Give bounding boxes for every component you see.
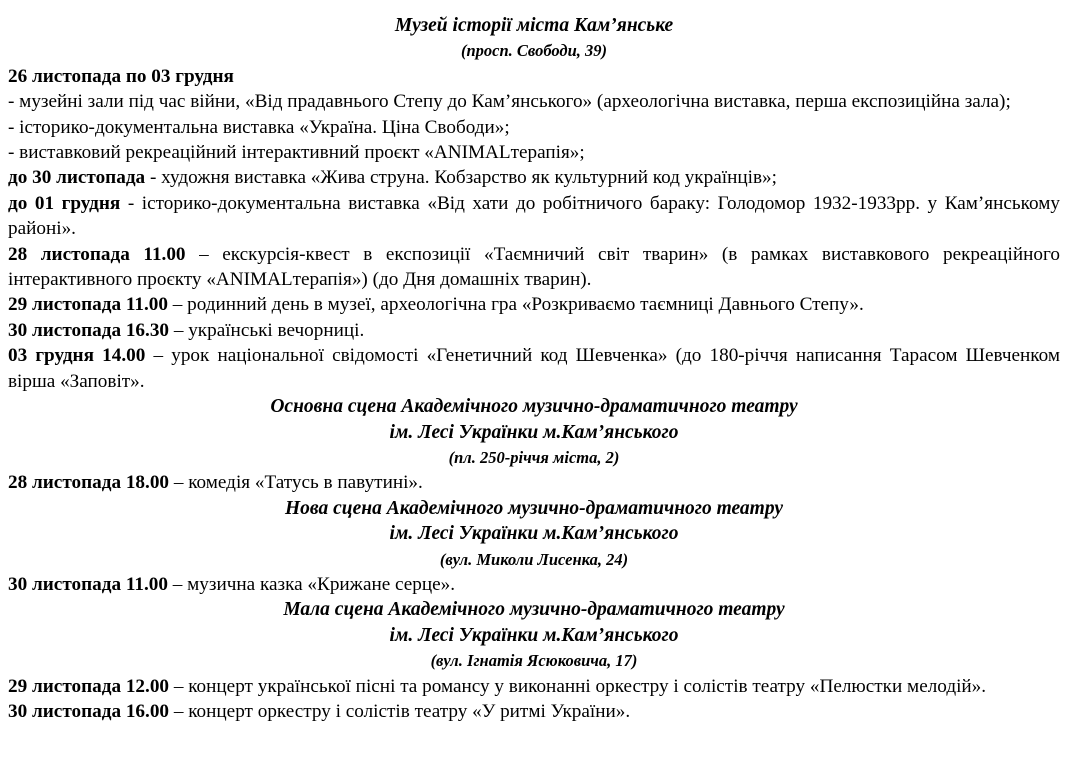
event-date: 30 листопада 16.30 xyxy=(8,319,170,341)
museum-period-heading: 26 листопада по 03 грудня xyxy=(8,65,234,87)
main-stage-event xyxy=(8,470,1060,495)
main-stage-address: (пл. 250-річчя міста, 2) xyxy=(448,447,620,467)
small-stage-subtitle: ім. Лесі Українки м.Кам’янського xyxy=(389,624,679,646)
event-text: – концерт української пісні та романсу у виконанні оркестру і солістів театру «Пелюстки мелодій». xyxy=(169,675,987,697)
event-date: 30 листопада 16.00 xyxy=(8,700,170,722)
small-stage-event xyxy=(8,674,1060,699)
new-stage-event xyxy=(8,572,1060,597)
museum-line: - виставковий рекреаційний інтерактивний проєкт «ANIMALтерапія»; xyxy=(8,142,585,164)
new-stage-title: Нова сцена Академічного музично-драматичного театру xyxy=(285,497,783,519)
museum-event xyxy=(8,318,1060,343)
museum-line: - музейні зали під час війни, «Від прадавнього Степу до Кам’янського» (археологічна виставка, перша експозиційна зала); xyxy=(8,91,1011,113)
event-text: – комедія «Татусь в павутині». xyxy=(169,472,423,494)
event-date: 29 листопада 11.00 xyxy=(8,294,168,316)
event-date: до 30 листопада xyxy=(8,167,146,189)
event-date: до 01 грудня xyxy=(8,192,121,214)
main-stage-subtitle: ім. Лесі Українки м.Кам’янського xyxy=(389,421,679,443)
museum-event xyxy=(8,191,1060,242)
museum-event xyxy=(8,343,1060,394)
event-text: – урок національної свідомості «Генетичний код Шевченка» (до 180-річчя написання Тарасом Шевченком вірша «Заповіт». xyxy=(8,345,1060,392)
main-stage-title: Основна сцена Академічного музично-драматичного театру xyxy=(270,396,798,418)
event-date: 03 грудня 14.00 xyxy=(8,345,146,367)
event-date: 28 листопада 18.00 xyxy=(8,472,170,494)
museum-address: (просп. Свободи, 39) xyxy=(461,41,607,61)
museum-event xyxy=(8,292,1060,317)
museum-title: Музей історії міста Кам’янське xyxy=(394,15,674,36)
event-date: 30 листопада 11.00 xyxy=(8,573,168,595)
event-text: - історико-документальна виставка «Від хати до робітничого бараку: Голодомор 1932-1933рр. у Кам’янському районі». xyxy=(8,192,1060,240)
small-stage-event xyxy=(8,699,1060,724)
small-stage-title: Мала сцена Академічного музично-драматичного театру xyxy=(283,599,785,621)
event-date: 29 листопада 12.00 xyxy=(8,675,170,697)
museum-event xyxy=(8,242,1060,293)
museum-event xyxy=(8,165,1060,190)
event-text: – концерт оркестру і солістів театру «У ритмі України». xyxy=(169,700,631,722)
event-text: – екскурсія-квест в експозиції «Таємничий світ тварин» (в рамках виставкового рекреаційного інтерактивного проєкту «ANIMALтерапія») (до Дня домашніх тварин). xyxy=(8,243,1060,291)
small-stage-address: (вул. Ігнатія Ясюковича, 17) xyxy=(430,651,638,671)
event-text: – музична казка «Крижане серце». xyxy=(167,573,456,595)
event-text: – родинний день в музеї, археологічна гра «Розкриваємо таємниці Давнього Степу». xyxy=(167,294,864,316)
event-date: 28 листопада 11.00 xyxy=(8,243,186,265)
event-text: – українські вечорниці. xyxy=(169,319,365,341)
museum-line: - історико-документальна виставка «Україна. Ціна Свободи»; xyxy=(8,116,510,138)
new-stage-address: (вул. Миколи Лисенка, 24) xyxy=(439,549,629,569)
new-stage-subtitle: ім. Лесі Українки м.Кам’янського xyxy=(389,523,679,545)
event-text: - художня виставка «Жива струна. Кобзарство як культурний код українців»; xyxy=(145,167,777,189)
